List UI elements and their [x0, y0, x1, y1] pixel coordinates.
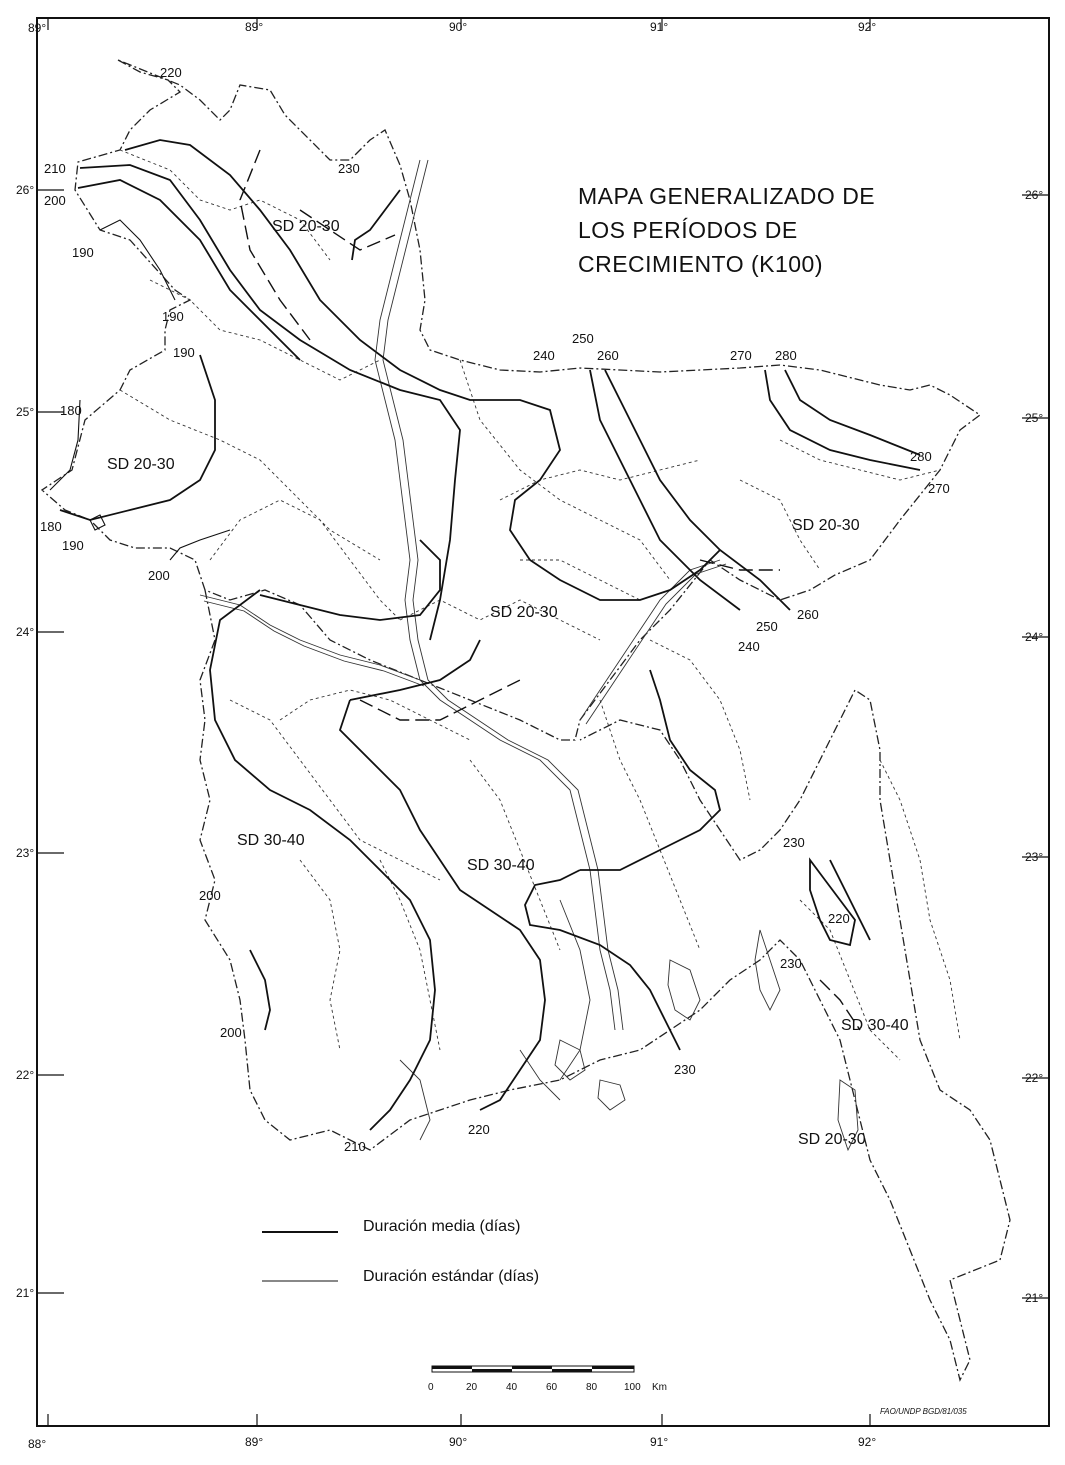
- contour-label: 200: [199, 888, 221, 903]
- lon-label-top-4: 92°: [858, 20, 877, 34]
- sd-label: SD 30-40: [841, 1017, 909, 1034]
- contour-label: 230: [783, 835, 805, 850]
- contour-label: 200: [220, 1025, 242, 1040]
- sd-label: SD 20-30: [107, 456, 175, 473]
- scale-bar: [428, 1366, 667, 1393]
- sd-label: SD 20-30: [272, 218, 340, 235]
- scale-tick-0: 0: [428, 1382, 434, 1393]
- map-title-line-1: MAPA GENERALIZADO DE: [578, 183, 876, 209]
- scale-tick-80: 80: [586, 1382, 598, 1393]
- contour-label: 190: [62, 538, 84, 553]
- contour-label: 260: [597, 348, 619, 363]
- contour-label: 220: [160, 65, 182, 80]
- contour-label: 190: [162, 309, 184, 324]
- rivers: [200, 160, 858, 1150]
- lat-label-left-2: 24°: [16, 625, 35, 639]
- contour-label: 180: [40, 519, 62, 534]
- sd-boundaries: [240, 150, 860, 1030]
- sd-label: SD 20-30: [792, 517, 860, 534]
- std-isolines: [50, 220, 230, 560]
- map-title-line-3: CRECIMIENTO (K100): [578, 251, 824, 277]
- lat-label-right-4: 22°: [1025, 1071, 1044, 1085]
- lat-label-left-0: 26°: [16, 183, 35, 197]
- legend-std-label: Duración estándar (días): [363, 1268, 540, 1285]
- contour-label: 220: [828, 911, 850, 926]
- contour-label: 270: [928, 481, 950, 496]
- contour-label: 230: [338, 161, 360, 176]
- lat-label-right-5: 21°: [1025, 1291, 1044, 1305]
- lon-label-bottom-0: 88°: [28, 1437, 47, 1451]
- legend-mean-label: Duración media (días): [363, 1218, 521, 1235]
- mean-isolines: [60, 140, 920, 1130]
- contour-label: 240: [738, 639, 760, 654]
- sd-label: SD 20-30: [798, 1131, 866, 1148]
- contour-label: 180: [60, 403, 82, 418]
- sd-label: SD 30-40: [237, 832, 305, 849]
- scale-tick-20: 20: [466, 1382, 478, 1393]
- map-legend: [262, 1218, 539, 1285]
- contour-label: 210: [344, 1139, 366, 1154]
- map-credit: FAO/UNDP BGD/81/035: [880, 1407, 967, 1416]
- contour-label: 190: [72, 245, 94, 260]
- contour-label: 280: [910, 449, 932, 464]
- lat-label-right-0: 26°: [1025, 188, 1044, 202]
- contour-label: 200: [148, 568, 170, 583]
- scale-unit: Km: [652, 1382, 667, 1393]
- contour-label: 190: [173, 345, 195, 360]
- lon-label-top-3: 91°: [650, 20, 669, 34]
- contour-label: 230: [674, 1062, 696, 1077]
- contour-label: 240: [533, 348, 555, 363]
- contour-label: 200: [44, 193, 66, 208]
- lat-label-right-1: 25°: [1025, 411, 1044, 425]
- lon-label-bottom-1: 89°: [245, 1435, 264, 1449]
- contour-label: 270: [730, 348, 752, 363]
- lat-label-right-3: 23°: [1025, 850, 1044, 864]
- lon-label-top-2: 90°: [449, 20, 468, 34]
- lat-label-left-1: 25°: [16, 405, 35, 419]
- contour-label: 260: [797, 607, 819, 622]
- scale-tick-60: 60: [546, 1382, 558, 1393]
- contour-label: 220: [468, 1122, 490, 1137]
- lon-label-bottom-3: 91°: [650, 1435, 669, 1449]
- lat-label-left-5: 21°: [16, 1286, 35, 1300]
- sd-label: SD 30-40: [467, 857, 535, 874]
- lat-label-left-4: 22°: [16, 1068, 35, 1082]
- lon-label-top-1: 89°: [245, 20, 264, 34]
- contour-label: 250: [756, 619, 778, 634]
- lon-label-bottom-4: 92°: [858, 1435, 877, 1449]
- lon-label-top-0: 89°: [28, 21, 47, 35]
- map-title-line-2: LOS PERÍODOS DE: [578, 217, 798, 243]
- scale-tick-100: 100: [624, 1382, 641, 1393]
- lon-label-bottom-2: 90°: [449, 1435, 468, 1449]
- lat-label-left-3: 23°: [16, 846, 35, 860]
- sd-label: SD 20-30: [490, 604, 558, 621]
- contour-label: 210: [44, 161, 66, 176]
- contour-label: 280: [775, 348, 797, 363]
- lat-label-right-2: 24°: [1025, 630, 1044, 644]
- contour-label: 230: [780, 956, 802, 971]
- coast-border: [200, 590, 1010, 1380]
- scale-tick-40: 40: [506, 1382, 518, 1393]
- contour-label: 250: [572, 331, 594, 346]
